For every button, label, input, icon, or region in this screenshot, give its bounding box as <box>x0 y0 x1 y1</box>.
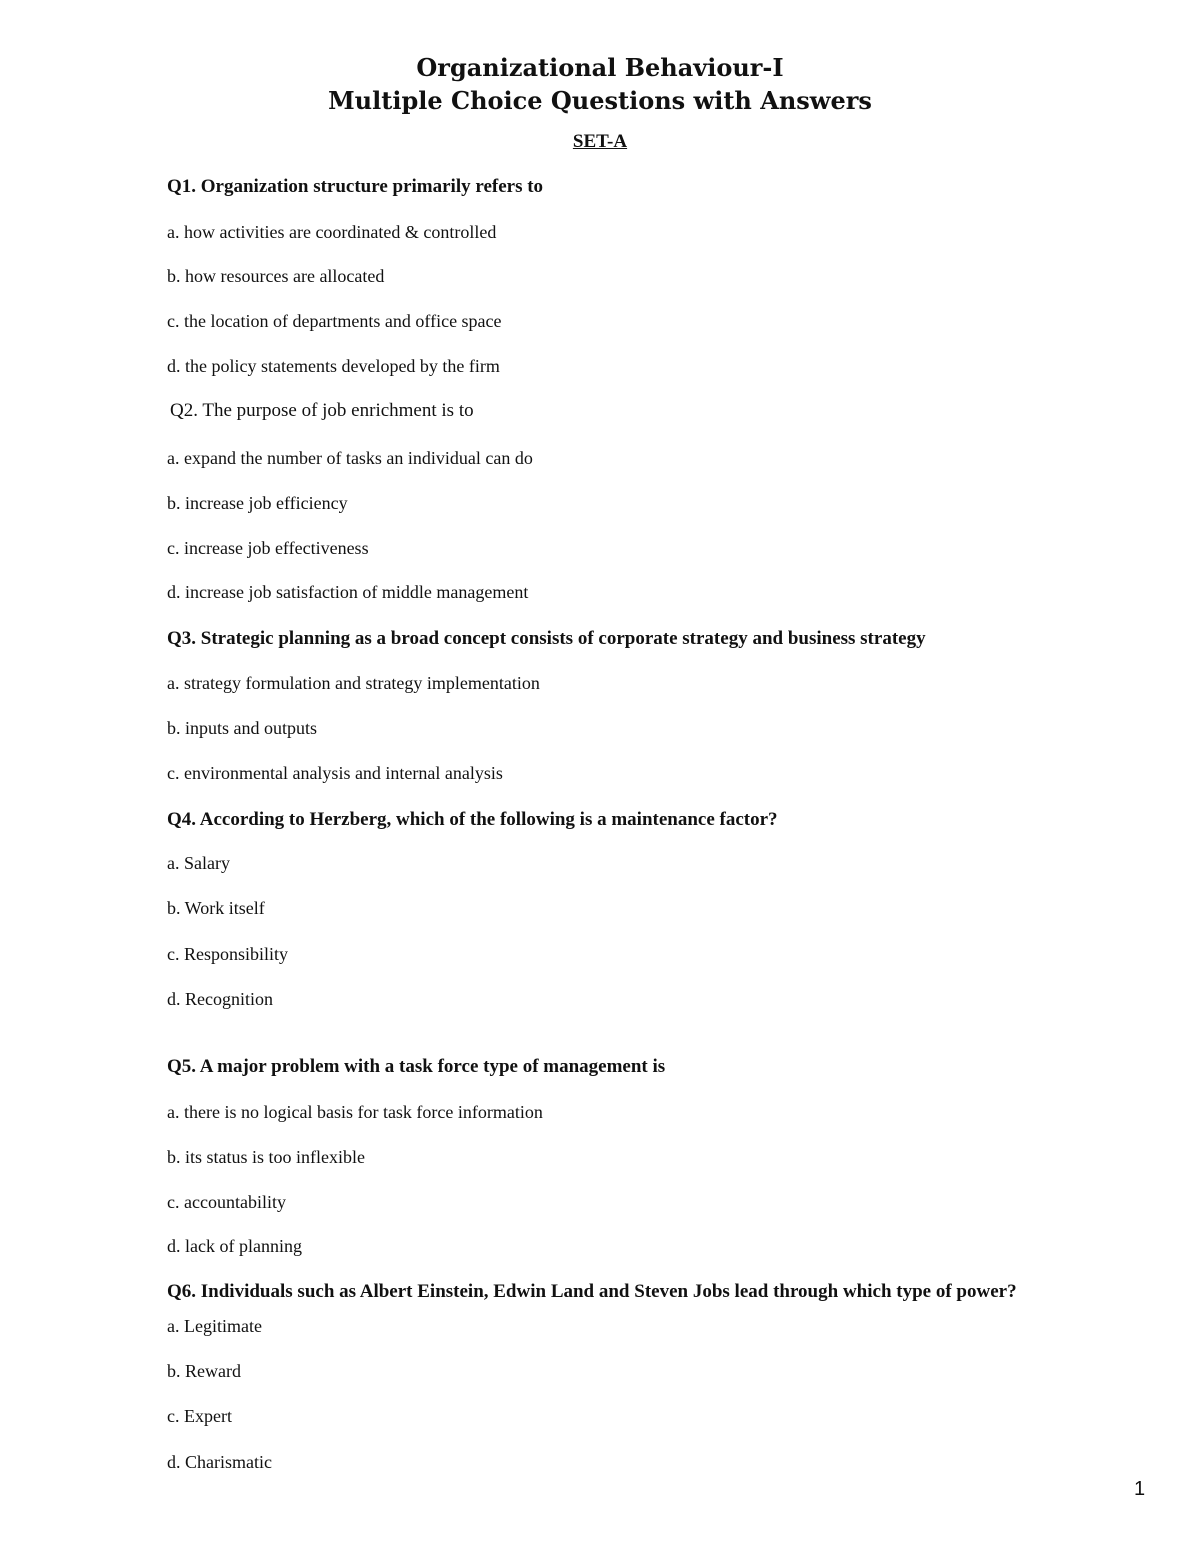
option-2a: a. expand the number of tasks an individual can do <box>167 448 533 468</box>
option-1a: a. how activities are coordinated & controlled <box>167 222 497 242</box>
document-title: Organizational Behaviour-I <box>416 53 784 82</box>
question-1: Q1. Organization structure primarily refers to <box>167 176 544 197</box>
option-6a: a. Legitimate <box>167 1316 262 1336</box>
option-5d: d. lack of planning <box>167 1236 302 1256</box>
page-number: 1 <box>1134 1478 1146 1500</box>
option-3b: b. inputs and outputs <box>167 718 318 738</box>
option-4a: a. Salary <box>167 853 230 873</box>
question-4: Q4. According to Herzberg, which of the following is a maintenance factor? <box>167 809 778 830</box>
question-2: Q2. The purpose of job enrichment is to <box>170 400 474 421</box>
question-6: Q6. Individuals such as Albert Einstein, Edwin Land and Steven Jobs lead through which type of power? <box>167 1281 1017 1302</box>
option-6b: b. Reward <box>167 1361 241 1381</box>
option-3a: a. strategy formulation and strategy implementation <box>167 673 540 693</box>
option-2d: d. increase job satisfaction of middle management <box>167 582 529 602</box>
option-6c: c. Expert <box>167 1406 232 1426</box>
question-3: Q3. Strategic planning as a broad concept consists of corporate strategy and business strategy <box>167 628 926 649</box>
option-1b: b. how resources are allocated <box>167 266 385 286</box>
document-subtitle: Multiple Choice Questions with Answers <box>328 86 872 115</box>
option-4c: c. Responsibility <box>167 944 288 964</box>
option-1c: c. the location of departments and office space <box>167 311 502 331</box>
question-5: Q5. A major problem with a task force type of management is <box>167 1056 666 1077</box>
option-1d: d. the policy statements developed by the firm <box>167 356 500 376</box>
option-5c: c. accountability <box>167 1192 286 1212</box>
option-2c: c. increase job effectiveness <box>167 538 369 558</box>
option-2b: b. increase job efficiency <box>167 493 348 513</box>
option-5a: a. there is no logical basis for task force information <box>167 1102 543 1122</box>
option-3c: c. environmental analysis and internal analysis <box>167 763 503 783</box>
set-heading: SET-A <box>572 131 628 152</box>
option-4b: b. Work itself <box>167 898 265 918</box>
option-6d: d. Charismatic <box>167 1452 272 1472</box>
option-5b: b. its status is too inflexible <box>167 1147 365 1167</box>
option-4d: d. Recognition <box>167 989 273 1009</box>
